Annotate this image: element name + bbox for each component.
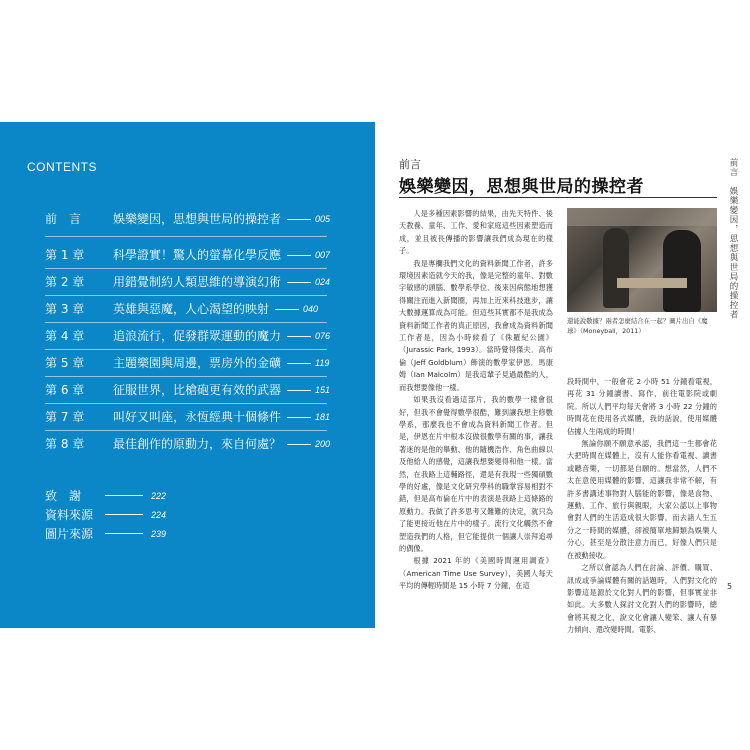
- toc-item: [45, 437, 330, 451]
- toc-separator: [45, 349, 327, 350]
- paragraph: 之所以會認為人們在討論、評價、購買、訊成或爭論媒體有關的話題時，人們對文化的影響這是源於文化對人們的影響，但事實並非如此。大多數人探討文化對人們的影響時，總會將其視之化，說文化會讓人變笨、讓人有暴力傾向、還改變時間。電影、: [567, 563, 717, 635]
- contents-heading: CONTENTS: [27, 160, 97, 174]
- toc-item: [45, 383, 330, 397]
- toc-chapter-label: 前 言: [45, 212, 82, 226]
- toc-separator: [45, 236, 327, 237]
- toc-item: [45, 302, 318, 316]
- movie-still-photo: [567, 208, 717, 312]
- toc-item: [45, 248, 330, 262]
- toc-end-item: [45, 525, 166, 542]
- contents-page: [0, 122, 375, 628]
- toc-leader-line: [287, 336, 311, 337]
- paragraph: 段時間中，一般會花 2 小時 51 分鐘看電視，再花 31 分鐘讀書、寫作，前往電影院或劇院。所以人們平均每天會將 3 小時 22 分鐘的時間花在使用各式媒體，我的話說，使用媒體佔據人生兩成的時間！: [567, 377, 717, 436]
- toc-separator: [45, 403, 327, 404]
- paragraph: 人是多種因素影響的結果，由先天特件、後天教養、童年、工作、愛和家庭這些因素塑造而成，並且被長傳播的影響讓我們成為現在的樣子。: [399, 209, 553, 256]
- toc-page-number: 151: [315, 385, 331, 395]
- toc-page-number: 040: [303, 304, 319, 314]
- toc-page-number: 222: [151, 490, 167, 501]
- toc-chapter-label: 第 1 章: [45, 248, 85, 262]
- text-column-right: [567, 376, 717, 637]
- paragraph: 根據 2021 年的《美國時間運用調查》（American Time Use Survey），美國人每天平均的傳輕時間是 15 小時 7 分鐘，在這: [399, 556, 553, 591]
- toc-leader-line: [275, 309, 299, 310]
- toc-chapter-title: 最佳創作的原動力，來自何處？: [113, 437, 282, 451]
- title-rule: [399, 197, 717, 198]
- toc-end-item: [45, 487, 166, 504]
- paragraph: 我是專欄我們文化的資料新聞工作者，許多環境因素造就今天的我，像是完整的童年、對數字敏感的頭腦、數學系學位、後來因病態地想獲得關注而進入新聞圈，再加上近來科技進步，讓大數據運算成為可能。但這些其實都不是我成為資料新聞工作者的真正原因，我會成為資料新聞工作者是，因為小時候看了《侏羅紀公園》（Jurassic Park, 1993）。當時覺得傑夫．高布倫（Jeff Goldblum）飾演的數學家伊恩．馬康姆（Ian Malcolm）是我這輩子見過最酷的人，而我想要像他一樣。: [399, 258, 553, 392]
- toc-chapter-label: 第 4 章: [45, 329, 85, 343]
- toc-item: [45, 410, 330, 424]
- toc-separator: [45, 295, 327, 296]
- toc-end-label: 致 謝: [45, 489, 82, 503]
- toc-end-item: [45, 506, 166, 523]
- toc-leader-line: [287, 417, 311, 418]
- toc-chapter-title: 追浪流行，促發群眾運動的魔力: [113, 329, 282, 343]
- toc-chapter-label: 第 8 章: [45, 437, 85, 451]
- toc-separator: [45, 268, 327, 269]
- toc-leader-line: [287, 363, 311, 364]
- chapter-title: 娛樂變因，思想與世局的操控者: [399, 177, 644, 197]
- toc-leader-line: [105, 495, 143, 496]
- toc-chapter-title: 主題樂園與周邊，票房外的金礦: [113, 356, 282, 370]
- toc-separator: [45, 376, 327, 377]
- toc-separator: [45, 430, 327, 431]
- toc-page-number: 007: [315, 250, 331, 260]
- toc-separator: [45, 322, 327, 323]
- toc-page-number: 181: [315, 412, 331, 422]
- text-column-left: [399, 208, 553, 593]
- toc-end-label: 圖片來源: [45, 527, 94, 541]
- toc-page-number: 024: [315, 277, 331, 287]
- toc-leader-line: [287, 390, 311, 391]
- toc-chapter-title: 叫好又叫座，永恆經典十個條件: [113, 410, 282, 424]
- paragraph: 如果我沒看過這部片，我的數學一樣會很好，但我不會覺得數學很酷，難到讓我想主修數學系，那麼我也不會成為資料新聞工作者。但是，伊恩在片中根本沒做很數學有關的事，讓我著迷的是他的舉動、他的隨機浩作、角色曲線以及他給人的感覺，這讓我想要變得和他一樣。當然，在我路上這輔路徑，還是有我現一些獨碩數學的好處，像是文化研究學科的職掌容易相對不錯，但是高布倫在片中的表演是我路上這條路的原動力。我做了許多思考又難難的決定，就只為了能更接近他在片中的樣子。流行文化觸然不會塑造我們的人格，但它能提供一個讓人崇拜追尋的偶像。: [399, 395, 553, 553]
- toc-chapter-label: 第 3 章: [45, 302, 85, 316]
- toc-chapter-title: 用錯覺制約人類思維的導演幻術: [113, 275, 282, 289]
- toc-end-label: 資料來源: [45, 508, 94, 522]
- section-label: 前言: [399, 158, 421, 171]
- photo-caption: 還能說數據？兩者怎麼結合在一起？圖片出自《魔球》（Moneyball，2011）: [567, 317, 708, 335]
- toc-chapter-label: 第 5 章: [45, 356, 85, 370]
- toc-chapter-title: 娛樂變因，思想與世局的操控者: [113, 212, 282, 226]
- toc-page-number: 076: [315, 331, 331, 341]
- toc-leader-line: [105, 533, 143, 534]
- toc-page-number: 239: [151, 528, 167, 539]
- page-number: 5: [727, 582, 733, 591]
- toc-chapter-label: 第 6 章: [45, 383, 85, 397]
- toc-leader-line: [287, 282, 311, 283]
- article-page: [375, 122, 750, 635]
- toc-chapter-title: 科學證實！驚人的螢幕化學反應: [113, 248, 282, 262]
- toc-item: [45, 212, 330, 226]
- toc-page-number: 005: [315, 214, 331, 224]
- toc-leader-line: [287, 219, 311, 220]
- toc-page-number: 119: [315, 358, 330, 368]
- toc-leader-line: [287, 444, 311, 445]
- toc-leader-line: [287, 255, 311, 256]
- toc-item: [45, 275, 330, 289]
- toc-chapter-title: 征服世界，比槍砲更有效的武器: [113, 383, 282, 397]
- toc-chapter-label: 第 7 章: [45, 410, 85, 424]
- toc-chapter-label: 第 2 章: [45, 275, 85, 289]
- toc-page-number: 224: [151, 509, 167, 520]
- running-head: 前言 娛樂變因，思想與世局的操控者: [728, 158, 738, 320]
- toc-item: [45, 329, 330, 343]
- paragraph: 無論你願不願意承認，我們這一生都會花大把時間在媒體上，沒有人能你看電視、讀書或聽音樂，一切都是自願的。想當然，人們不太在意使用媒體的影響，這讓我非常不解，有許多書講述事物對人腦能的影響，像是食物、運動、工作、旅行與親眼，大家公認以上事物會對人們的生活造成很大影響，而去諸人生五分之一時間的媒體，卻被簡單地歸類為娛樂人分心，甚至是分散注意力而已，好像人們只是在被動接收。: [567, 439, 717, 560]
- toc-chapter-title: 英雄與惡魔，人心渴望的映射: [113, 302, 270, 316]
- toc-leader-line: [105, 514, 143, 515]
- toc-page-number: 200: [315, 439, 331, 449]
- toc-item: [45, 356, 329, 370]
